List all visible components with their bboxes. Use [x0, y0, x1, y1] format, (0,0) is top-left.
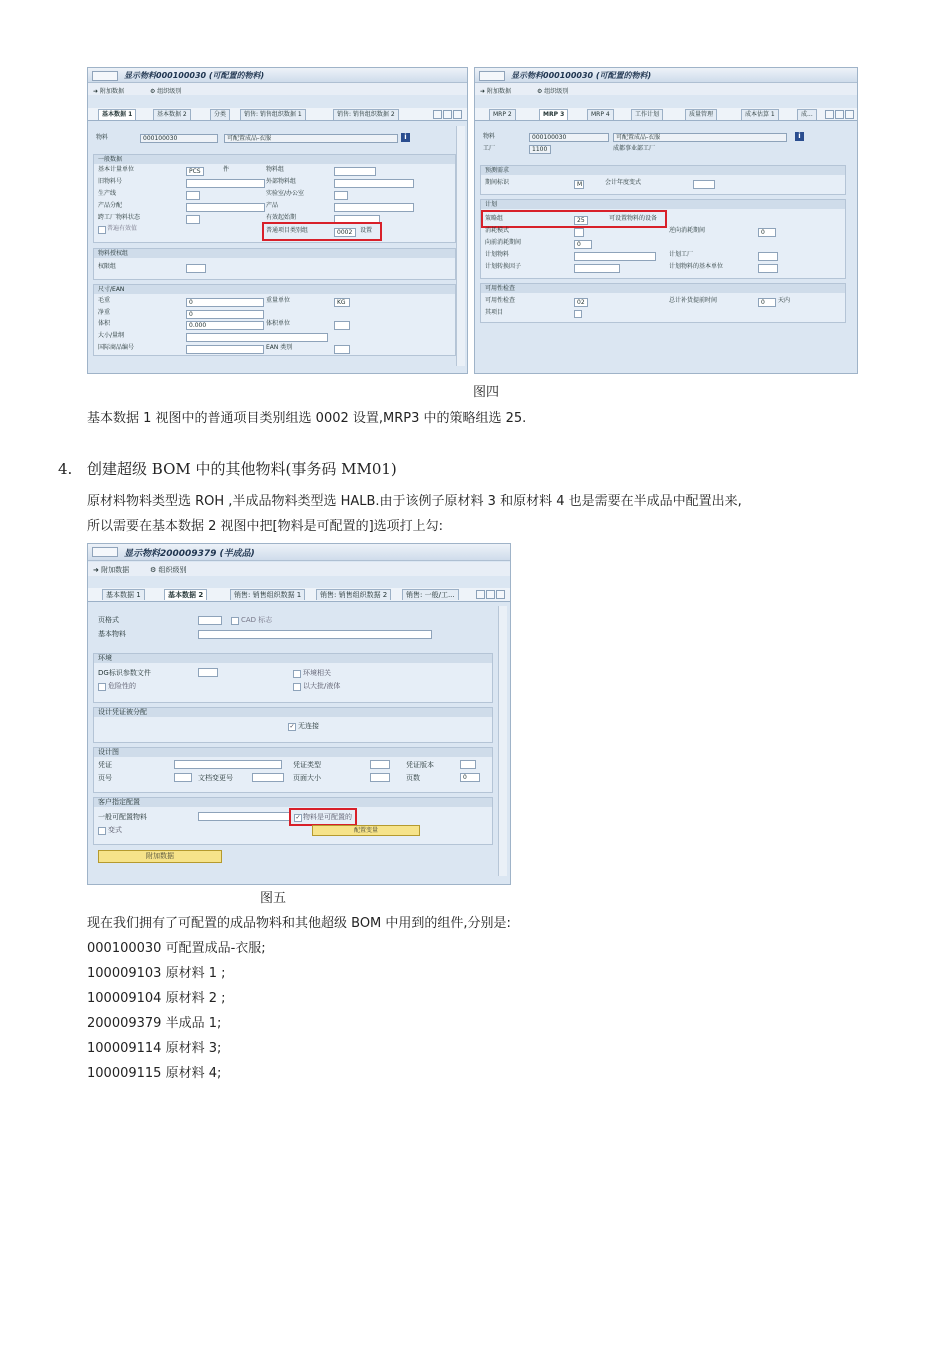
list-item: 000100030 可配置成品-衣服;	[87, 941, 266, 956]
base-unit-text: 件	[223, 166, 230, 173]
page-format-size-field[interactable]	[370, 773, 390, 782]
tab-nav-right-icon[interactable]	[835, 110, 844, 119]
document-label: 凭证	[98, 761, 112, 769]
tab-nav-left-icon[interactable]	[476, 590, 485, 599]
fig4-right-screenshot	[474, 67, 858, 374]
material-label: 物料	[483, 133, 496, 140]
menu-icon[interactable]	[92, 71, 118, 81]
fig4-left-screenshot	[87, 67, 468, 374]
tab-basic-data-2[interactable]: 基本数据 2	[153, 109, 191, 120]
tab-strip	[88, 588, 510, 602]
tab-list-icon[interactable]	[453, 110, 462, 119]
lab-office-label: 实验室/办公室	[266, 190, 305, 197]
tab-nav-left-icon[interactable]	[825, 110, 834, 119]
toolbar	[475, 83, 857, 95]
tab-strip	[475, 108, 857, 121]
item-category-group-label: 普通项目类别组	[266, 227, 309, 234]
org-levels-button[interactable]: ⚙ 组织级别	[537, 88, 569, 95]
list-item: 100009114 原材料 3;	[87, 1041, 222, 1056]
page-format-size-label: 页面大小	[293, 774, 321, 782]
cross-plant-status-label: 跨工厂物料状态	[98, 214, 141, 221]
env-relevant-label: 环境相关	[303, 669, 331, 677]
page-format-label: 页格式	[98, 616, 119, 624]
menu-icon[interactable]	[92, 547, 118, 557]
group-planning-header: 计划	[481, 200, 845, 209]
tab-mrp-3[interactable]: MRP 3	[539, 109, 568, 120]
figure-4-caption: 图四	[473, 385, 500, 400]
page-number-field[interactable]	[174, 773, 192, 782]
group-availability	[480, 283, 846, 323]
plant-label: 工厂	[483, 145, 496, 152]
document-type-field[interactable]	[370, 760, 390, 769]
list-item: 200009379 半成品 1;	[87, 1016, 222, 1031]
is-configurable-label: 物料是可配置的	[303, 813, 352, 821]
gross-weight-label: 毛重	[98, 297, 111, 304]
group-design-drawing-header: 设计图	[94, 748, 492, 757]
tab-basic-data-1[interactable]: 基本数据 1	[98, 109, 136, 120]
division-label: 生产线	[98, 190, 117, 197]
variant-label: 变式	[108, 826, 122, 834]
ean-field[interactable]	[186, 345, 264, 354]
window-titlebar	[88, 68, 467, 83]
tab-mrp-2[interactable]: MRP 2	[489, 109, 516, 120]
product-field[interactable]	[334, 203, 414, 212]
product-alloc-field[interactable]	[186, 203, 265, 212]
group-design-drawing	[93, 747, 493, 793]
document-version-field[interactable]	[460, 760, 476, 769]
is-configurable-checkbox[interactable]: ✓	[295, 814, 301, 821]
item-category-group-text: 设置	[360, 227, 373, 234]
list-item: 100009104 原材料 2 ;	[87, 991, 226, 1006]
group-forecast-header: 预测需求	[481, 166, 845, 175]
forward-period-field[interactable]: 0	[574, 240, 592, 249]
net-weight-field[interactable]: 0	[186, 310, 264, 319]
window-titlebar	[475, 68, 857, 83]
tab-basic-data-1[interactable]: 基本数据 1	[102, 589, 145, 600]
dg-profile-field[interactable]	[198, 668, 218, 677]
paragraph-line-1: 原材料物料类型选 ROH ,半成品物料类型选 HALB.由于该例子原材料 3 和原材料 4 也是需要在半成品中配置出来,	[87, 494, 742, 509]
window-titlebar	[88, 544, 510, 561]
menu-icon[interactable]	[479, 71, 505, 81]
planning-base-unit-field[interactable]	[758, 264, 778, 273]
forward-period-label: 向前消耗期间	[485, 239, 522, 246]
tab-mrp-4[interactable]: MRP 4	[587, 109, 614, 120]
period-indicator-label: 期间标识	[485, 179, 510, 186]
strategy-group-field[interactable]: 25	[574, 216, 588, 225]
availability-check-field[interactable]: 02	[574, 298, 588, 307]
tab-sales-org-1[interactable]: 销售: 销售组织数据 1	[240, 109, 306, 120]
figure-5-caption: 图五	[260, 891, 287, 906]
plant-field[interactable]: 1100	[529, 145, 551, 154]
volume-label: 体积	[98, 320, 111, 327]
additional-data-button[interactable]: ➜ 附加数据	[480, 88, 511, 95]
paragraph-line-2: 所以需要在基本数据 2 视图中把[物料是可配置的]选项打上勾:	[87, 519, 444, 534]
ean-label: 国际商品编号	[98, 344, 135, 351]
sheets-field[interactable]: 0	[460, 773, 480, 782]
document-type-label: 凭证类型	[293, 761, 321, 769]
highlight-box	[289, 808, 357, 826]
material-label: 物料	[96, 134, 109, 141]
backward-period-label: 逆向消耗期间	[669, 227, 706, 234]
old-material-field[interactable]	[186, 179, 265, 188]
vertical-scrollbar[interactable]	[498, 606, 507, 876]
strategy-group-label: 策略组	[485, 215, 504, 222]
general-config-field[interactable]	[198, 812, 290, 821]
planning-plant-label: 计划工厂	[669, 251, 694, 258]
material-desc-field[interactable]: 可配置成品-衣服	[224, 134, 398, 143]
backward-period-field[interactable]: 0	[758, 228, 776, 237]
ext-material-group-label: 外部物料组	[266, 178, 297, 185]
page-format-field[interactable]	[198, 616, 222, 625]
group-forecast	[480, 165, 846, 195]
in-bulk-label: 以大批/液体	[303, 682, 341, 690]
fig5-screenshot	[87, 543, 511, 885]
tab-sales-general[interactable]: 销售: 一般/工...	[402, 589, 459, 600]
list-item: 100009103 原材料 1 ;	[87, 966, 226, 981]
group-design-alloc-header: 设计凭证被分配	[94, 708, 492, 717]
replenishment-time-field[interactable]: 0	[758, 298, 776, 307]
cross-plant-status-field[interactable]	[186, 215, 200, 224]
net-weight-label: 净重	[98, 309, 111, 316]
gross-weight-field[interactable]: 0	[186, 298, 264, 307]
tab-list-icon[interactable]	[845, 110, 854, 119]
material-desc-field[interactable]: 可配置成品-衣服	[613, 133, 787, 142]
window-title: 显示物料000100030 (可配置的物料)	[511, 71, 652, 80]
old-material-label: 旧物料号	[98, 178, 123, 185]
item-category-group-field[interactable]: 0002	[334, 228, 356, 237]
planning-plant-field[interactable]	[758, 252, 778, 261]
group-client-config-header: 客户指定配置	[94, 798, 492, 807]
period-indicator-field[interactable]: M	[574, 180, 584, 189]
fiscal-variant-label: 会计年度变式	[605, 179, 642, 186]
tab-costing-1[interactable]: 成本估算 1	[741, 109, 779, 120]
document-version-label: 凭证版本	[406, 761, 434, 769]
volume-field[interactable]: 0.000	[186, 321, 264, 330]
valid-from-label: 有效起始期	[266, 214, 297, 221]
individual-item-label: 其项目	[485, 309, 504, 316]
highlight-box	[262, 222, 382, 241]
tab-basic-data-2[interactable]: 基本数据 2	[164, 589, 207, 600]
tab-nav-right-icon[interactable]	[486, 590, 495, 599]
general-config-label: 一般可配置物料	[98, 813, 147, 821]
division-field[interactable]	[186, 191, 200, 200]
tab-list-icon[interactable]	[496, 590, 505, 599]
list-item: 100009115 原材料 4;	[87, 1066, 222, 1081]
additional-data-yellow-button[interactable]: 附加数据	[98, 850, 222, 863]
tab-quality-mgmt[interactable]: 质量管理	[685, 109, 717, 120]
group-dimensions-header: 尺寸/EAN	[94, 285, 455, 294]
section-heading: 创建超级 BOM 中的其他物料(事务码 MM01)	[87, 460, 397, 478]
highly-viscous-label: 危险性的	[108, 682, 136, 690]
env-relevant-checkbox[interactable]	[293, 670, 301, 678]
group-material-auth	[93, 248, 456, 280]
org-levels-button[interactable]: ⚙ 组织级别	[150, 566, 187, 574]
info-icon[interactable]: i	[401, 133, 410, 142]
general-valid-checkbox[interactable]	[98, 226, 106, 234]
material-field[interactable]: 000100030	[140, 134, 218, 143]
toolbar	[88, 562, 510, 576]
group-environment-header: 环境	[94, 654, 492, 663]
tab-nav-left-icon[interactable]	[433, 110, 442, 119]
material-group-label: 物料组	[266, 166, 285, 173]
group-environment	[93, 653, 493, 703]
page-number-label: 页号	[98, 774, 112, 782]
group-material-auth-header: 物料授权组	[94, 249, 455, 258]
material-field[interactable]: 000100030	[529, 133, 609, 142]
weight-unit-label: 重量单位	[266, 297, 291, 304]
material-group-field[interactable]	[334, 167, 376, 176]
base-unit-label: 基本计量单位	[98, 166, 135, 173]
strategy-group-desc: 可设置物料的设备	[609, 215, 658, 222]
dg-profile-label: DG标识参数文件	[98, 669, 151, 677]
consumption-mode-label: 消耗模式	[485, 227, 510, 234]
highly-viscous-checkbox[interactable]	[98, 683, 106, 691]
base-unit-field[interactable]: PCS	[186, 167, 204, 176]
ext-material-group-field[interactable]	[334, 179, 414, 188]
section-number: 4.	[58, 460, 73, 478]
summary-intro: 现在我们拥有了可配置的成品物料和其他超级 BOM 中用到的组件,分别是:	[87, 916, 511, 931]
planning-base-unit-label: 计划物料的基本单位	[669, 263, 724, 270]
tab-more[interactable]: 成...	[797, 109, 817, 120]
lab-office-field[interactable]	[334, 191, 348, 200]
tab-work-scheduling[interactable]: 工作计划	[631, 109, 663, 120]
auth-group-label: 权限组	[98, 263, 117, 270]
variant-checkbox[interactable]	[98, 827, 106, 835]
sheets-label: 页数	[406, 774, 420, 782]
product-alloc-label: 产品分配	[98, 202, 123, 209]
ean-category-label: EAN 类别	[266, 344, 293, 351]
planning-material-label: 计划物料	[485, 251, 510, 258]
window-title: 显示物料200009379 (半成品)	[124, 549, 255, 559]
additional-data-button[interactable]: ➜ 附加数据	[93, 566, 130, 574]
additional-data-button[interactable]: ➜ 附加数据	[93, 88, 124, 95]
base-material-label: 基本物料	[98, 630, 126, 638]
tab-nav-right-icon[interactable]	[443, 110, 452, 119]
cad-indicator-checkbox[interactable]	[231, 617, 239, 625]
individual-item-checkbox[interactable]	[574, 310, 582, 318]
volume-unit-label: 体积单位	[266, 320, 291, 327]
highlight-box	[481, 210, 667, 228]
ean-category-field[interactable]	[334, 345, 350, 354]
volume-unit-field[interactable]	[334, 321, 350, 330]
size-dims-label: 大小/量纲	[98, 332, 125, 339]
size-dims-field[interactable]	[186, 333, 328, 342]
fiscal-variant-field[interactable]	[693, 180, 715, 189]
product-label: 产品	[266, 202, 279, 209]
info-icon[interactable]: i	[795, 132, 804, 141]
weight-unit-field[interactable]: KG	[334, 298, 350, 307]
doc-change-field[interactable]	[252, 773, 284, 782]
tab-sales-org-1[interactable]: 销售: 销售组织数据 1	[230, 589, 305, 600]
paragraph-fig4-note: 基本数据 1 视图中的普通项目类别组选 0002 设置,MRP3 中的策略组选 25.	[87, 411, 527, 426]
consumption-mode-field[interactable]	[574, 228, 584, 237]
availability-check-label: 可用性检查	[485, 297, 516, 304]
tab-sales-org-2[interactable]: 销售: 销售组织数据 2	[333, 109, 399, 120]
cad-indicator-label: CAD 标志	[241, 616, 273, 624]
tab-strip	[88, 108, 467, 121]
conv-factor-field[interactable]	[574, 264, 620, 273]
doc-change-label: 文档变更号	[198, 774, 233, 782]
replenishment-time-unit: 天内	[778, 297, 791, 304]
replenishment-time-label: 总计补货提前时间	[669, 297, 718, 304]
vertical-scrollbar[interactable]	[456, 126, 465, 366]
toolbar	[88, 83, 467, 95]
no-link-checkbox[interactable]: ✓	[289, 723, 295, 730]
conv-factor-label: 计划转换因子	[485, 263, 522, 270]
no-link-label: 无连接	[298, 722, 319, 730]
in-bulk-checkbox[interactable]	[293, 683, 301, 691]
base-material-field[interactable]	[198, 630, 432, 639]
org-levels-button[interactable]: ⚙ 组织级别	[150, 88, 182, 95]
group-availability-header: 可用性检查	[481, 284, 845, 293]
group-general-data-header: 一般数据	[94, 155, 455, 164]
config-variant-button[interactable]: 配置变量	[312, 825, 420, 836]
plant-desc: 成都事业部工厂	[613, 145, 656, 152]
general-valid-label: 普遍有效值	[107, 225, 138, 232]
tab-classification[interactable]: 分类	[210, 109, 230, 120]
tab-sales-org-2[interactable]: 销售: 销售组织数据 2	[316, 589, 391, 600]
window-title: 显示物料000100030 (可配置的物料)	[124, 71, 265, 80]
planning-material-field[interactable]	[574, 252, 656, 261]
document-field[interactable]	[174, 760, 282, 769]
auth-group-field[interactable]	[186, 264, 206, 273]
